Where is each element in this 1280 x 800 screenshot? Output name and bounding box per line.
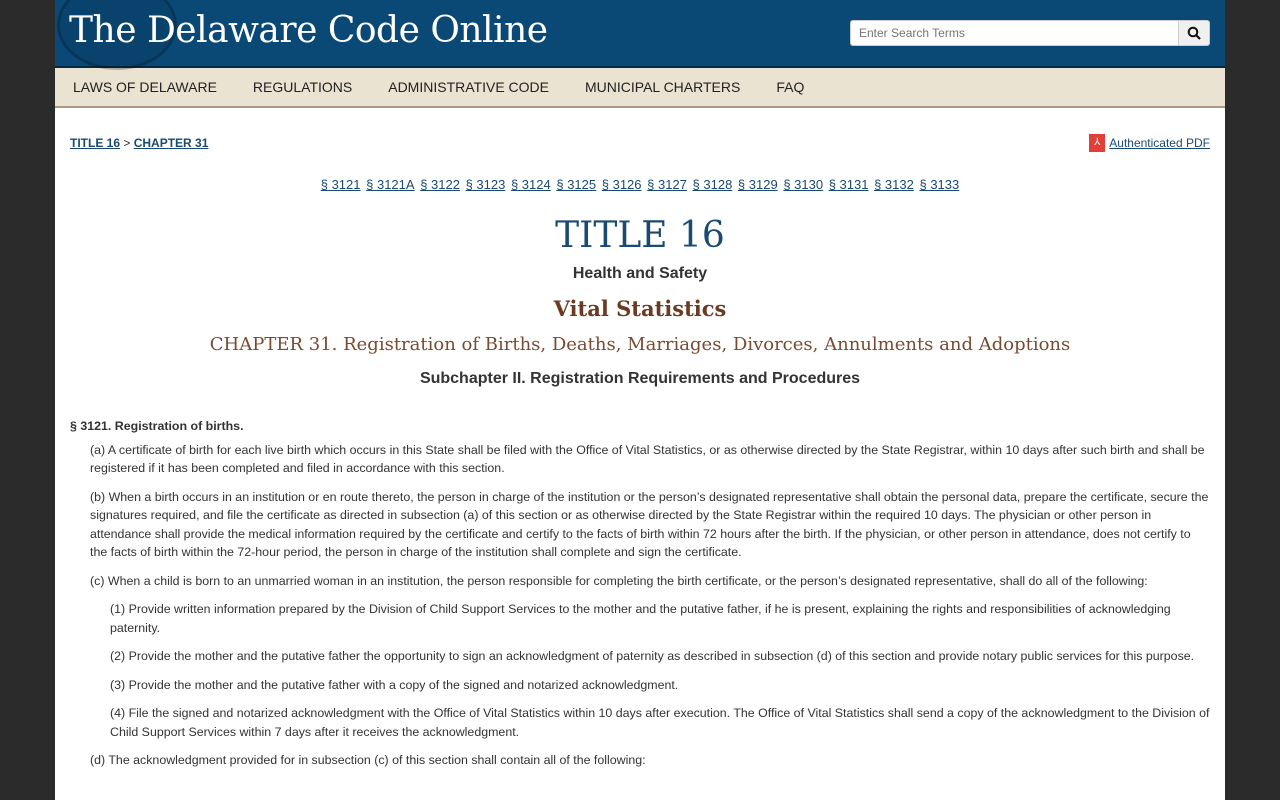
section-link[interactable]: § 3124	[510, 177, 551, 192]
chapter-heading: CHAPTER 31. Registration of Births, Deaths, Marriages, Divorces, Annulments and Adoptions	[209, 334, 1071, 355]
nav-administrative-code[interactable]: ADMINISTRATIVE CODE	[388, 79, 549, 95]
breadcrumb	[70, 136, 208, 150]
nav-regulations[interactable]: REGULATIONS	[252, 79, 353, 95]
page	[55, 0, 1225, 800]
search-icon	[1187, 26, 1201, 40]
nav-municipal-charters[interactable]: MUNICIPAL CHARTERS	[585, 79, 741, 95]
paragraph: (2) Provide the mother and the putative father the opportunity to sign an acknowledgment of paternity as described in subsection (d) of this section and provide notary public services for this purpose.	[110, 649, 1195, 663]
section-link[interactable]: § 3130	[783, 177, 824, 192]
authenticated-pdf	[1089, 134, 1210, 152]
section-link[interactable]: § 3132	[874, 177, 914, 192]
section-link[interactable]: § 3121A	[366, 177, 415, 192]
section-link[interactable]: § 3127	[647, 177, 687, 192]
nav-laws-of-delaware[interactable]: LAWS OF DELAWARE	[73, 79, 217, 95]
title-heading: TITLE 16	[555, 215, 725, 256]
nav-faq[interactable]: FAQ	[776, 79, 805, 95]
paragraph: (d) The acknowledgment provided for in subsection (c) of this section shall contain all of the following:	[90, 753, 646, 767]
pdf-icon: ⅄	[1089, 134, 1105, 152]
search-form	[850, 20, 1210, 46]
title-subtitle: Health and Safety	[572, 265, 708, 282]
section-link[interactable]: § 3126	[601, 177, 642, 192]
section-link[interactable]: § 3121	[320, 177, 361, 192]
main-nav	[55, 68, 1225, 108]
paragraph: (4) File the signed and notarized acknowledgment with the Office of Vital Statistics within 10 days after execution. The Office of Vital Statistics shall send a copy of the acknowledgment to the Division of Child Support Services within 7 days after it receives the acknowledgment.	[110, 706, 1210, 739]
breadcrumb-separator: >	[123, 136, 131, 150]
paragraph: (a) A certificate of birth for each live birth which occurs in this State shall be filed with the Office of Vital Statistics, or as otherwise directed by the State Registrar, within 10 days after such birth and shall be registered if it has been completed and filed in accordance with this section.	[90, 442, 1205, 475]
part-heading: Vital Statistics	[553, 296, 727, 321]
section-link[interactable]: § 3125	[556, 177, 597, 192]
search-button[interactable]	[1179, 20, 1210, 46]
section-links	[55, 177, 1225, 192]
breadcrumb-chapter[interactable]: CHAPTER 31	[133, 136, 209, 150]
paragraph: (b) When a birth occurs in an institution or en route thereto, the person in charge of the institution or the person’s designated representative shall obtain the personal data, prepare the certificate, secure the signatures required, and file the certificate as directed in subsection (a) of this section or as otherwise directed by the State Registrar within the required 10 days. The physician or other person in attendance shall provide the medical information required by the certificate and certify to the facts of birth within 72 hours after the birth. If the physician, or other person in attendance, does not certify to the facts of birth within the 72-hour period, the person in charge of the institution shall complete and sign the certificate.	[90, 489, 1209, 559]
paragraph: (c) When a child is born to an unmarried woman in an institution, the person responsible for completing the birth certificate, or the person’s designated representative, shall do all of the following:	[90, 573, 1148, 588]
section-content	[70, 417, 1210, 780]
section-link[interactable]: § 3131	[828, 177, 869, 192]
section-link[interactable]: § 3133	[919, 177, 960, 192]
search-input[interactable]	[850, 20, 1179, 46]
section-link[interactable]: § 3122	[420, 177, 460, 192]
section-link[interactable]: § 3128	[692, 177, 733, 192]
authenticated-pdf-link[interactable]: Authenticated PDF	[1109, 136, 1210, 150]
site-header	[55, 0, 1225, 68]
paragraph: (1) Provide written information prepared by the Division of Child Support Services to the mother and the putative father, if he is present, explaining the rights and responsibilities of acknowledging paternity.	[110, 602, 1171, 635]
site-title[interactable]: The Delaware Code Online	[69, 10, 548, 51]
breadcrumb-title[interactable]: TITLE 16	[70, 136, 121, 150]
section-link[interactable]: § 3129	[737, 177, 778, 192]
subchapter-heading: Subchapter II. Registration Requirements and Procedures	[419, 370, 861, 387]
paragraph: (3) Provide the mother and the putative father with a copy of the signed and notarized acknowledgment.	[110, 677, 679, 692]
section-link[interactable]: § 3123	[465, 177, 506, 192]
section-heading: § 3121. Registration of births.	[70, 419, 244, 433]
